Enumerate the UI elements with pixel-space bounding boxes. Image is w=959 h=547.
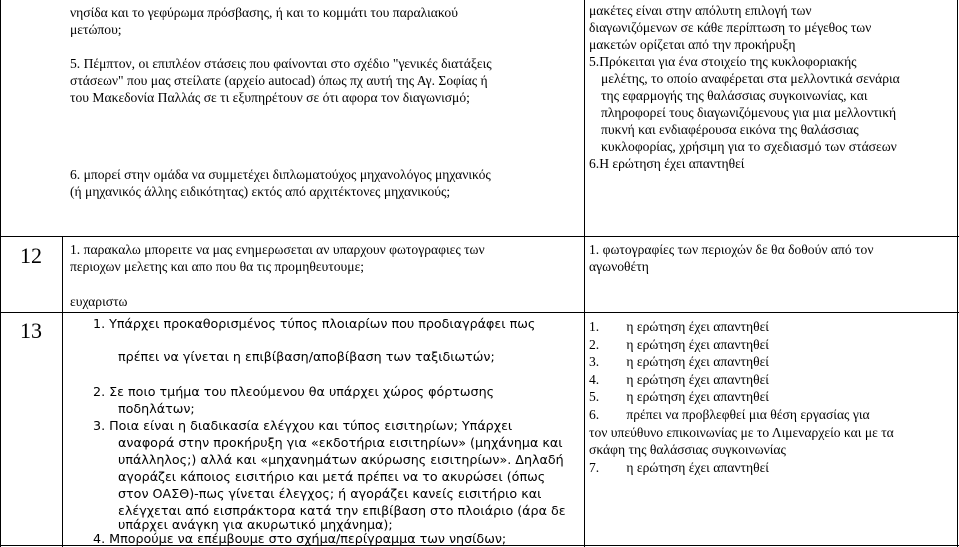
answer-line: 2. η ερώτηση έχει απαντηθεί	[589, 337, 769, 352]
answer-line: μελέτης, το οποίο αναφέρεται στα μελλοντικά σενάρια	[601, 71, 900, 86]
answer-line: μακέτες είναι στην απόλυτη επιλογή των	[589, 3, 812, 18]
column-divider-answer	[584, 0, 585, 547]
table-border-right	[957, 0, 958, 547]
question-line: υπάρχει ανάγκη για ακυρωτικό μηχάνημα);	[118, 517, 393, 532]
answer-line: αγωνοθέτη	[589, 259, 649, 274]
answer-line: πληροφορεί τους διαγωνιζόμενους για μια μελλοντική	[601, 105, 897, 120]
question-line: στον ΟΑΣΘ)-πως γίνεται έλεγχος; ή αγοράζει κανείς εισιτήριο και	[118, 486, 542, 501]
row-number: 13	[20, 318, 42, 343]
question-line: 1. Υπάρχει προκαθορισμένος τύπος πλοιαρίων που προδιαγράφει πως	[93, 316, 536, 331]
answer-line: μακετών ορίζεται από την προκήρυξη	[589, 37, 796, 52]
answer-line: κυκλοφορίας, χρήσιμη για το σχεδιασμό των στάσεων	[601, 139, 897, 154]
table-border-left	[0, 0, 1, 547]
question-line: νησίδα και το γεφύρωμα πρόσβασης, ή και το κομμάτι του παραλιακού	[70, 5, 458, 20]
question-line: ελέγχεται από εισπράκτορα κατά την επιβίβαση στο πλοιάριο (άρα δε	[118, 503, 566, 518]
answer-line: 6. πρέπει να προβλεφθεί μια θέση εργασίας για	[589, 407, 870, 422]
question-line: 6. μπορεί στην ομάδα να συμμετέχει διπλωματούχος μηχανολόγος μηχανικός	[70, 167, 491, 182]
row-divider-13	[0, 312, 959, 313]
question-line: ευχαριστω	[70, 294, 128, 309]
answer-line: 1. η ερώτηση έχει απαντηθεί	[589, 319, 769, 334]
answer-line: 6.Η ερώτηση έχει απαντηθεί	[589, 156, 745, 171]
question-line: ποδηλάτων;	[118, 401, 195, 416]
question-line: αγοράζει κάποιος εισιτήριο και μετά πρέπει να το ακυρώσει (όπως	[118, 469, 546, 484]
answer-line: 5. η ερώτηση έχει απαντηθεί	[589, 389, 769, 404]
question-line: του Μακεδονία Παλλάς σε τι εξυπηρέτουν σε ότι αφορα τον διαγωνισμό;	[70, 90, 470, 105]
question-line: 2. Σε ποιο τμήμα του πλεούμενου θα υπάρχει χώρος φόρτωσης	[93, 384, 495, 399]
question-line: 5. Πέμπτον, οι επιπλέον στάσεις που φαίνονται στο σχέδιο "γενικές διατάξεις	[70, 56, 492, 71]
answer-line: 1. φωτογραφίες των περιοχών δε θα δοθούν από τον	[589, 242, 874, 257]
answer-line: 3. η ερώτηση έχει απαντηθεί	[589, 354, 769, 369]
answer-line: 5.Πρόκειται για ένα στοιχείο της κυκλοφοριακής	[589, 54, 857, 69]
row-divider-12	[0, 236, 959, 237]
question-line: 4. Μπορούμε να επέμβουμε στο σχήμα/περίγραμμα των νησίδων;	[93, 531, 507, 546]
question-line: στάσεων" που μας στείλατε (αρχείο autocad) όπως πχ αυτή της Αγ. Σοφίας ή	[70, 73, 488, 88]
answer-line: 7. η ερώτηση έχει απαντηθεί	[589, 460, 769, 475]
question-line: 1. παρακαλω μπορειτε να μας ενημερωσεται αν υπαρχουν φωτογραφιες των	[70, 242, 485, 257]
answer-line: σκάφη της θαλάσσιας συγκοινωνίας	[589, 442, 786, 457]
answer-line: της εφαρμογής της θαλάσσιας συγκοινωνίας, και	[601, 88, 868, 103]
question-line: πρέπει να γίνεται η επιβίβαση/αποβίβαση των ταξιδιωτών;	[118, 349, 495, 364]
answer-line: πυκνή και ενδιαφέρουσα εικόνα της θαλάσσιας	[601, 122, 859, 137]
question-line: μετώπου;	[70, 22, 122, 37]
question-line: περιοχων μελετης και απο που θα τις προμηθευτουμε;	[70, 259, 365, 274]
row-number: 12	[20, 243, 42, 268]
answer-line: 4. η ερώτηση έχει απαντηθεί	[589, 372, 769, 387]
question-line: (ή μηχανικός άλλης ειδικότητας) εκτός από αρχιτέκτονες μηχανικούς;	[70, 184, 451, 199]
answer-line: τον υπεύθυνο επικοινωνίας με το Λιμεναρχείο και με τα	[589, 425, 894, 440]
question-line: αναφορά στην προκήρυξη για «εκδοτήρια εισιτηρίων» (μηχάνημα και	[118, 435, 563, 450]
answer-line: διαγωνιζόμενων σε κάθε περίπτωση το μέγεθος των	[589, 20, 872, 35]
question-line: 3. Ποια είναι η διαδικασία ελέγχου και τύπος εισιτηρίων; Υπάρχει	[93, 418, 513, 433]
question-line: υπάλληλος;) αλλά και «μηχανημάτων ακύρωσης εισιτηρίων». Δηλαδή	[118, 452, 564, 467]
column-divider-number	[62, 236, 63, 547]
